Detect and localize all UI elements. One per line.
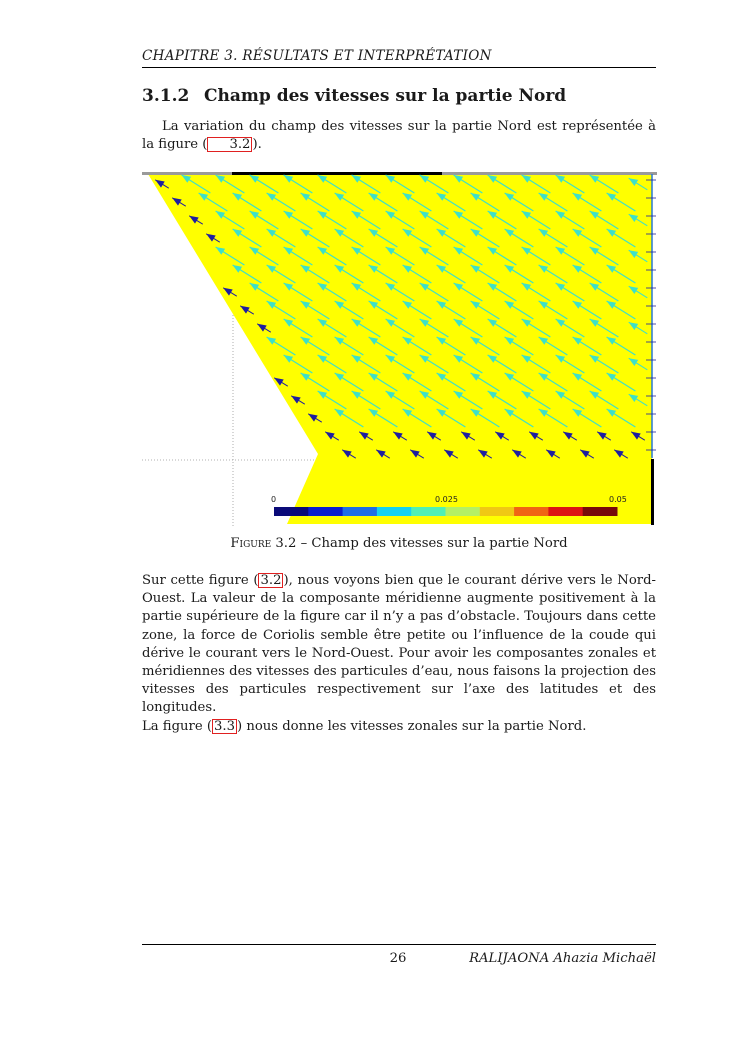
colorbar-segment bbox=[308, 507, 343, 516]
section-heading bbox=[142, 86, 656, 106]
colorbar-segment bbox=[343, 507, 378, 516]
colorbar-min-label: 0 bbox=[271, 495, 277, 504]
p2-text-before: La figure ( bbox=[142, 718, 212, 734]
right-boundary-wall bbox=[651, 459, 654, 525]
running-header: CHAPITRE 3. RÉSULTATS ET INTERPRÉTATION bbox=[142, 48, 656, 68]
colorbar-mid-label: 0.025 bbox=[435, 495, 458, 504]
colorbar-segment bbox=[514, 507, 549, 516]
velocity-field-plot bbox=[142, 172, 657, 526]
colorbar-segment bbox=[446, 507, 481, 516]
author-name: RALIJAONA Ahazia Michaël bbox=[469, 951, 656, 966]
section-title-text: Champ des vitesses sur la partie Nord bbox=[204, 86, 567, 106]
colorbar-segment bbox=[548, 507, 583, 516]
figure-ref-link[interactable]: 3.3 bbox=[214, 718, 235, 734]
figure-ref-link[interactable]: 3.2 bbox=[260, 573, 282, 588]
figure-ref-link[interactable]: 3.2 bbox=[207, 137, 252, 152]
caption-text: – Champ des vitesses sur la partie Nord bbox=[296, 536, 568, 551]
intro-text-after: ). bbox=[252, 137, 262, 153]
colorbar-segment bbox=[480, 507, 515, 516]
p2-text-after: ) nous donne les vitesses zonales sur la partie Nord. bbox=[236, 718, 587, 734]
intro-text-before: La variation du champ des vitesses sur la partie Nord est représentée à la figure ( bbox=[142, 119, 656, 153]
colorbar-segment bbox=[377, 507, 412, 516]
velocity-field-figure bbox=[142, 172, 657, 526]
top-boundary-segment bbox=[232, 172, 442, 175]
colorbar-max-label: 0.05 bbox=[609, 495, 627, 504]
figure-caption bbox=[142, 536, 656, 551]
page-number: 26 bbox=[389, 951, 407, 966]
caption-label: Figure 3.2 bbox=[230, 536, 297, 551]
intro-paragraph bbox=[142, 118, 656, 154]
p1-text-before: Sur cette figure ( bbox=[142, 573, 259, 588]
colorbar-segment bbox=[274, 507, 309, 516]
footer-rule bbox=[142, 944, 656, 945]
p1-text-after: ), nous voyons bien que le courant dérive vers le Nord-Ouest. La valeur de la composante méridienne augmente positivement à la partie supérieure de la figure car il n’y a pas d’obstacle. Toujours dans cette zone, la force de Coriolis semble être petite ou l’influence de la coude qui dérive le courant vers le Nord-Ouest. Pour avoir les composantes zonales et méridiennes des vitesses des particules d’eau, nous faisons la projection des vitesses des particules respectivement sur l’axe des latitudes et des longitudes. bbox=[142, 573, 656, 716]
colorbar-segment bbox=[411, 507, 446, 516]
colorbar bbox=[274, 507, 618, 516]
colorbar-segment bbox=[583, 507, 618, 516]
section-number: 3.1.2 bbox=[142, 86, 190, 106]
body-paragraph-1 bbox=[142, 572, 656, 736]
